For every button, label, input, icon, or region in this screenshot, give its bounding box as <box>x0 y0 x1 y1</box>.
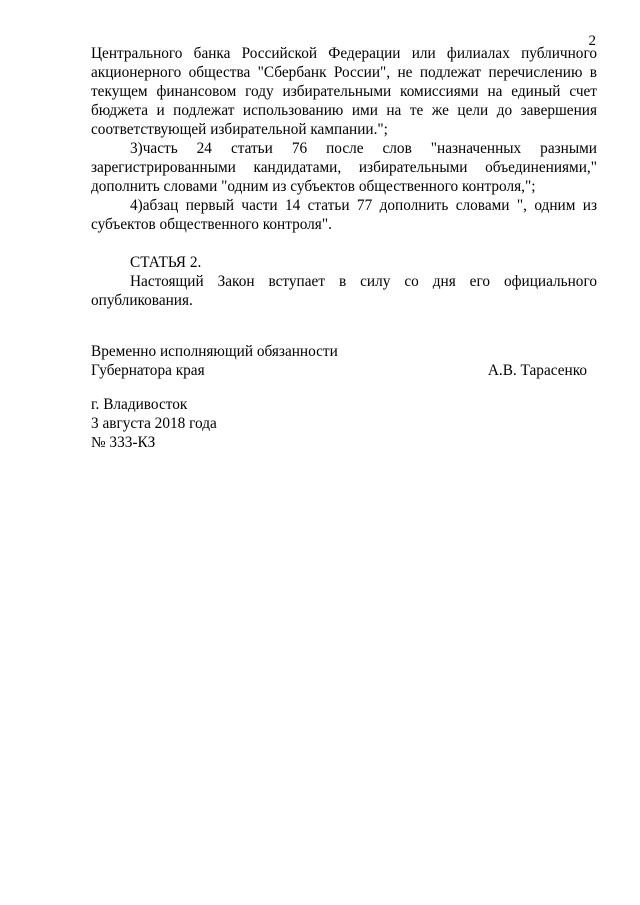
document-body <box>91 44 597 310</box>
place-date-block <box>91 395 217 452</box>
amendment-paragraph-continuation: Центрального банка Российской Федерации или филиалах публичного акционерного общества "Сбербанк России", не подлежат перечислению в текущем финансовом году избирательными комиссиями на единый счет бюджета и подлежат использованию ими на те же цели до завершения соответствующей избирательной кампании."; <box>91 45 597 138</box>
article-2-heading: СТАТЬЯ 2. <box>130 254 202 271</box>
signature-block <box>91 342 597 380</box>
adoption-date: 3 августа 2018 года <box>91 415 217 432</box>
page-number: 2 <box>588 33 596 49</box>
signatory-title-line1: Временно исполняющий обязанности <box>91 343 338 360</box>
signatory-name: А.В. Тарасенко <box>487 362 587 379</box>
article-2-text: Настоящий Закон вступает в силу со дня его официального опубликования. <box>91 273 597 309</box>
law-number: № 333-КЗ <box>91 434 156 451</box>
place-city: г. Владивосток <box>91 396 188 413</box>
amendment-item-4: 4)абзац первый части 14 статьи 77 дополнить словами ", одним из субъектов общественного контроля". <box>91 197 597 233</box>
amendment-item-3: 3)часть 24 статьи 76 после слов "назначенных разными зарегистрированными кандидатами, избирательными объединениями," дополнить словами "одним из субъектов общественного контроля,"; <box>91 140 597 195</box>
signatory-title-line2: Губернатора края <box>91 362 205 379</box>
